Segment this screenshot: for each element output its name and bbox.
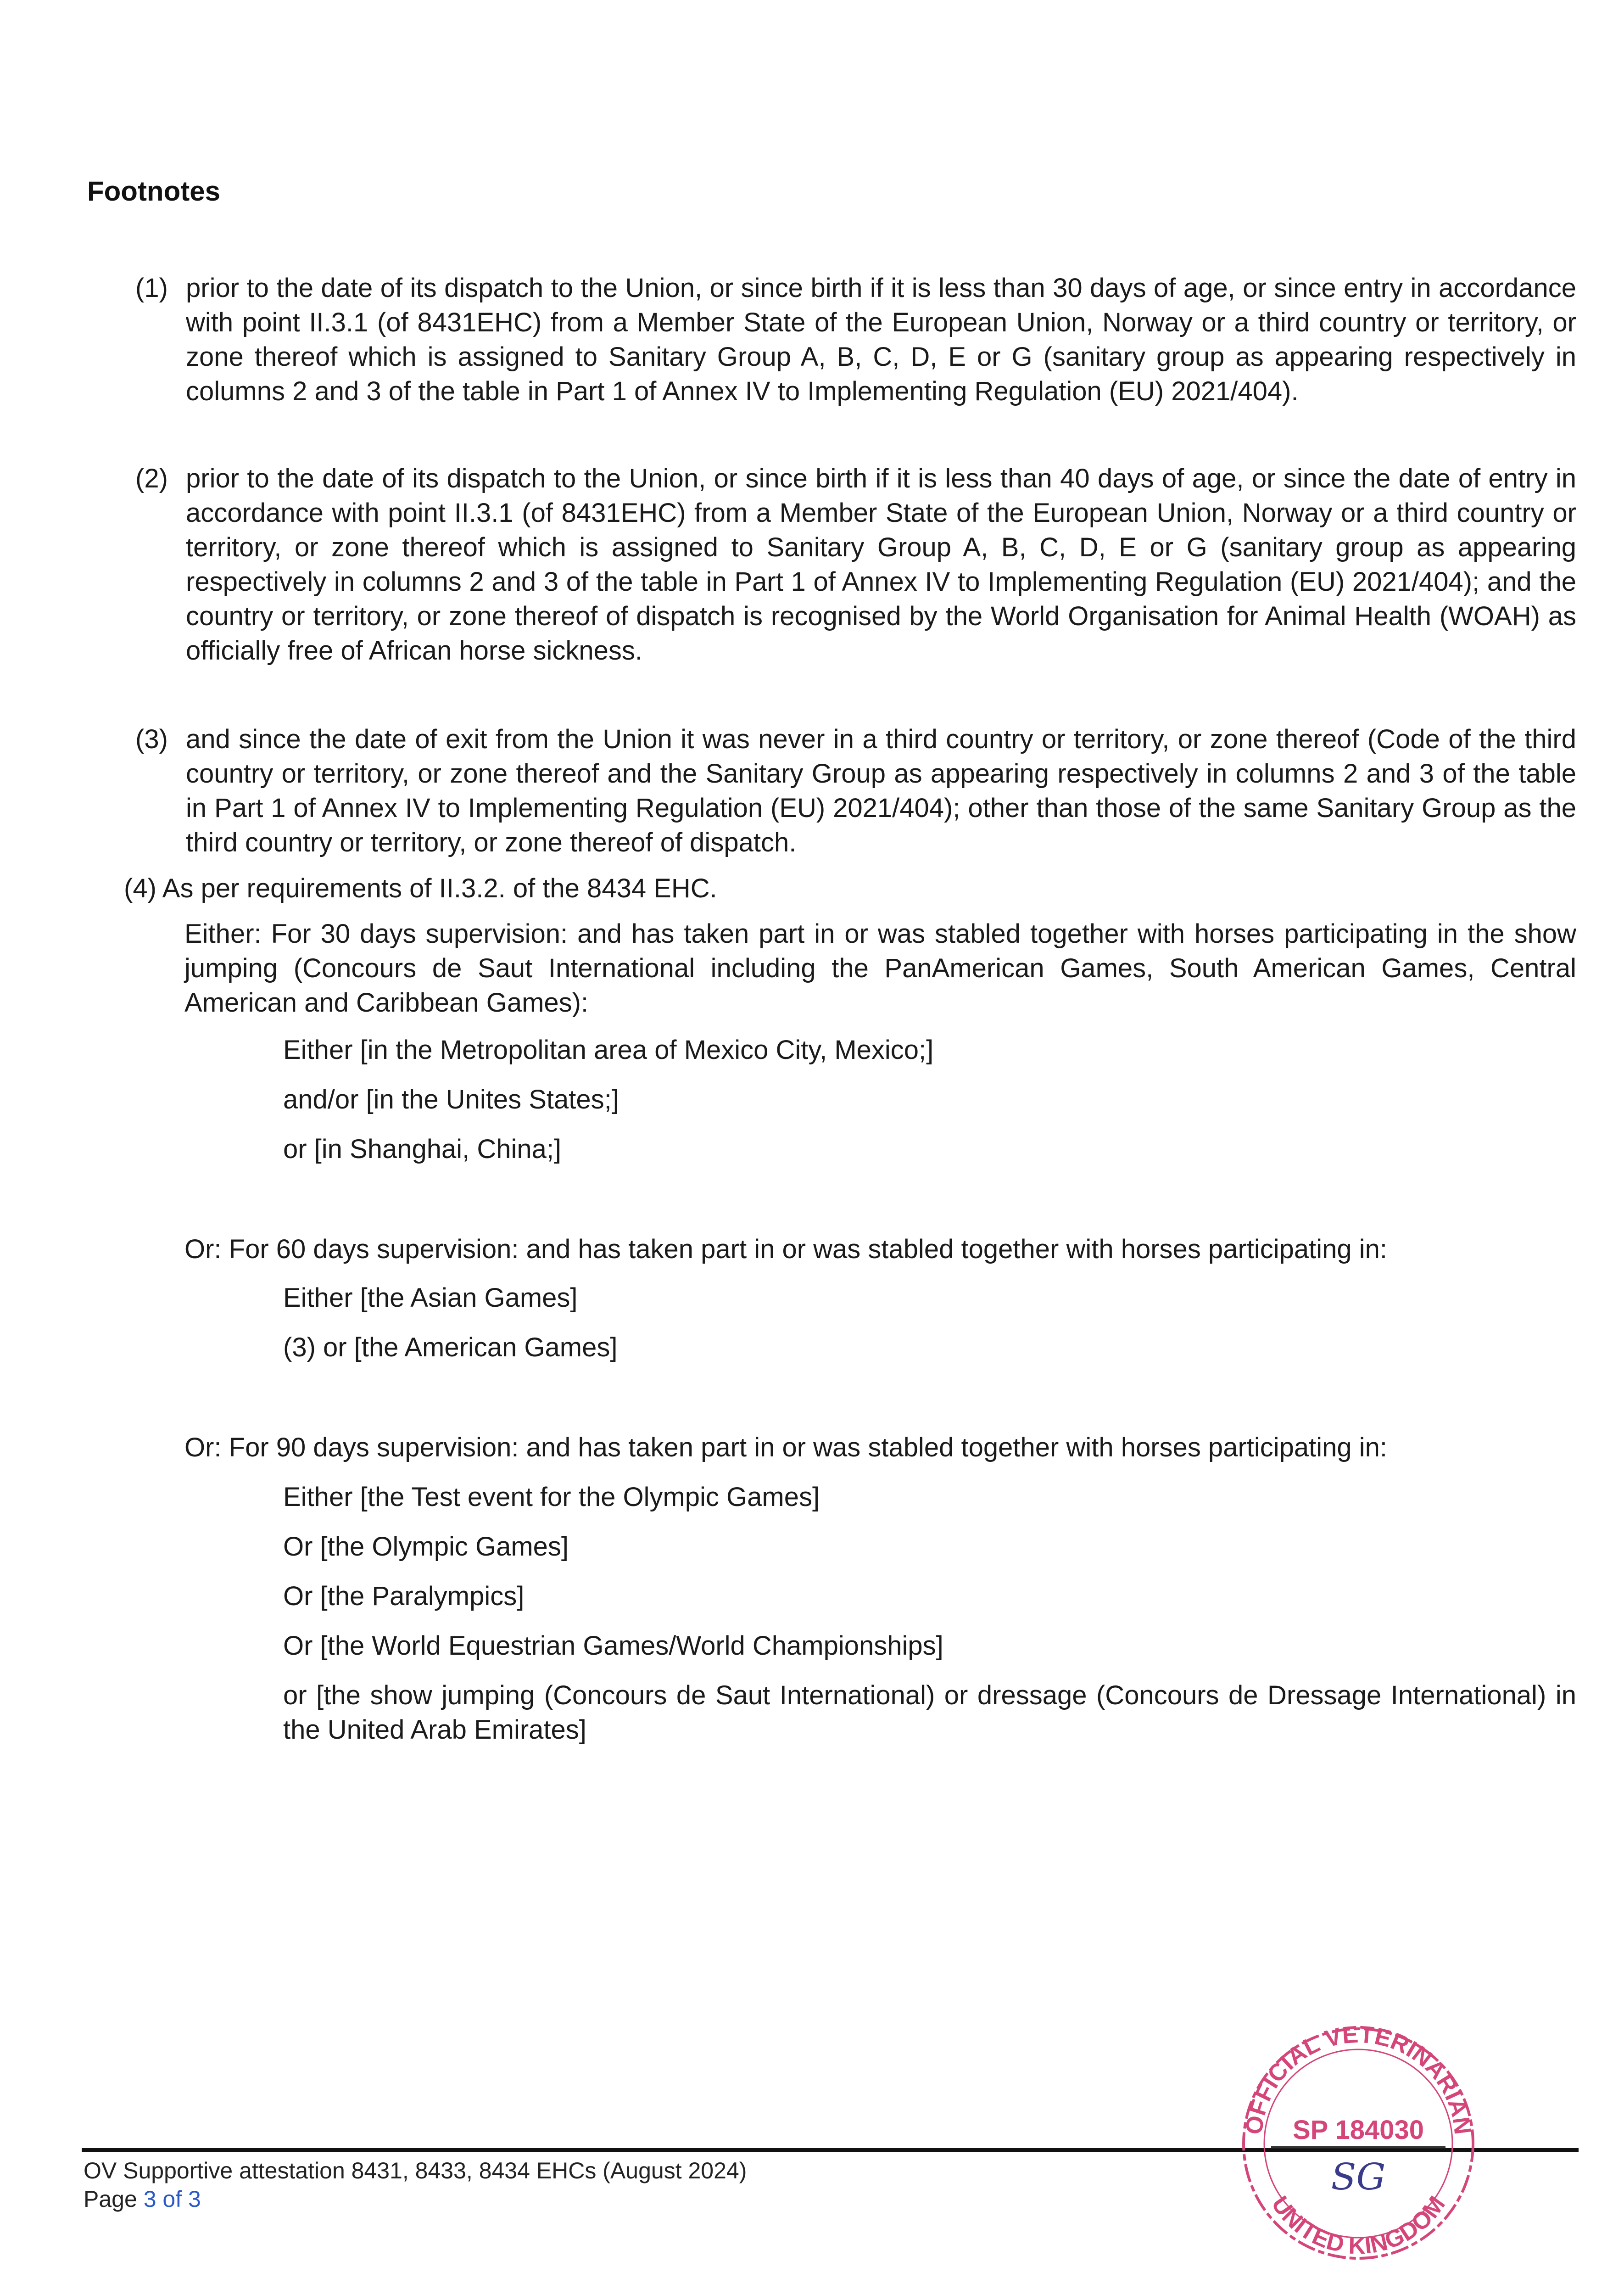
stamp-number: SP 184030	[1293, 2115, 1424, 2145]
footnote-3	[135, 722, 1576, 860]
option-90-days: Or: For 90 days supervision: and has taken part in or was stabled together with horses participating in:	[184, 1433, 1388, 1462]
footnote-number: (1)	[135, 273, 168, 303]
stamp-arc-top: OFFICIAL VETERINARIAN	[1240, 2021, 1476, 2136]
option-item: Either [the Asian Games]	[283, 1283, 578, 1313]
option-item: Either [the Test event for the Olympic Games]	[283, 1482, 820, 1512]
option-item: or [in Shanghai, China;]	[283, 1134, 562, 1164]
option-item: Or [the World Equestrian Games/World Championships]	[283, 1631, 943, 1661]
option-item: Or [the Olympic Games]	[283, 1532, 569, 1562]
footnote-text: prior to the date of its dispatch to the Union, or since birth if it is less than 40 days of age, or since the date of entry in accordance with point II.3.1 (of 8431EHC) from a Member State of the European Union, Norway or a third country or territory, or zone thereof which is assigned to Sanitary Group A, B, C, D, E or G (sanitary group as appearing respectively in columns 2 and 3 of the table in Part 1 of Annex IV to Implementing Regulation (EU) 2021/404); and the country or territory, or zone thereof of dispatch is recognised by the World Organisation for Animal Health (WOAH) as officially free of African horse sickness.	[186, 464, 1576, 666]
option-60-days: Or: For 60 days supervision: and has taken part in or was stabled together with horses participating in:	[184, 1234, 1388, 1264]
page-total: 3	[188, 2186, 201, 2212]
stamp-initials: SG	[1331, 2155, 1386, 2198]
footnote-number: (3)	[135, 724, 168, 754]
footnote-1	[135, 271, 1576, 409]
page-current: 3	[143, 2186, 156, 2212]
option-item: (3) or [the American Games]	[283, 1332, 618, 1362]
page-of: of	[162, 2186, 182, 2212]
footnote-2	[135, 461, 1576, 668]
option-item: Either [in the Metropolitan area of Mexico City, Mexico;]	[283, 1035, 934, 1065]
page-number	[84, 2186, 201, 2212]
page-prefix: Page	[84, 2186, 137, 2212]
footer-title: OV Supportive attestation 8431, 8433, 8434 EHCs (August 2024)	[84, 2158, 747, 2183]
footnote-text: prior to the date of its dispatch to the Union, or since birth if it is less than 30 days of age, or since entry in accordance with point II.3.1 (of 8431EHC) from a Member State of the European Union, Norway or a third country or territory, or zone thereof which is assigned to Sanitary Group A, B, C, D, E or G (sanitary group as appearing respectively in columns 2 and 3 of the table in Part 1 of Annex IV to Implementing Regulation (EU) 2021/404).	[186, 273, 1576, 406]
option-item: or [the show jumping (Concours de Saut International) or dressage (Concours de Dressage International) in the United Arab Emirates]	[283, 1680, 1576, 1745]
stamp-arc-bottom: UNITED KINGDOM	[1266, 2191, 1451, 2260]
footnote-4-intro: (4) As per requirements of II.3.2. of the 8434 EHC.	[124, 873, 717, 903]
option-item: Or [the Paralympics]	[283, 1581, 525, 1611]
official-stamp	[1230, 2001, 1487, 2277]
footnote-number: (2)	[135, 464, 168, 493]
page-heading: Footnotes	[87, 176, 220, 207]
option-item: and/or [in the Unites States;]	[283, 1085, 619, 1114]
option-30-days: Either: For 30 days supervision: and has taken part in or was stabled together with horses participating in the show jumping (Concours de Saut International including the PanAmerican Games, South American Games, Central American and Caribbean Games):	[184, 919, 1576, 1018]
footnote-text: and since the date of exit from the Union it was never in a third country or territory, or zone thereof (Code of the third country or territory, or zone thereof and the Sanitary Group as appearing respectively in columns 2 and 3 of the table in Part 1 of Annex IV to Implementing Regulation (EU) 2021/404); other than those of the same Sanitary Group as the third country or territory, or zone thereof of dispatch.	[186, 724, 1576, 857]
